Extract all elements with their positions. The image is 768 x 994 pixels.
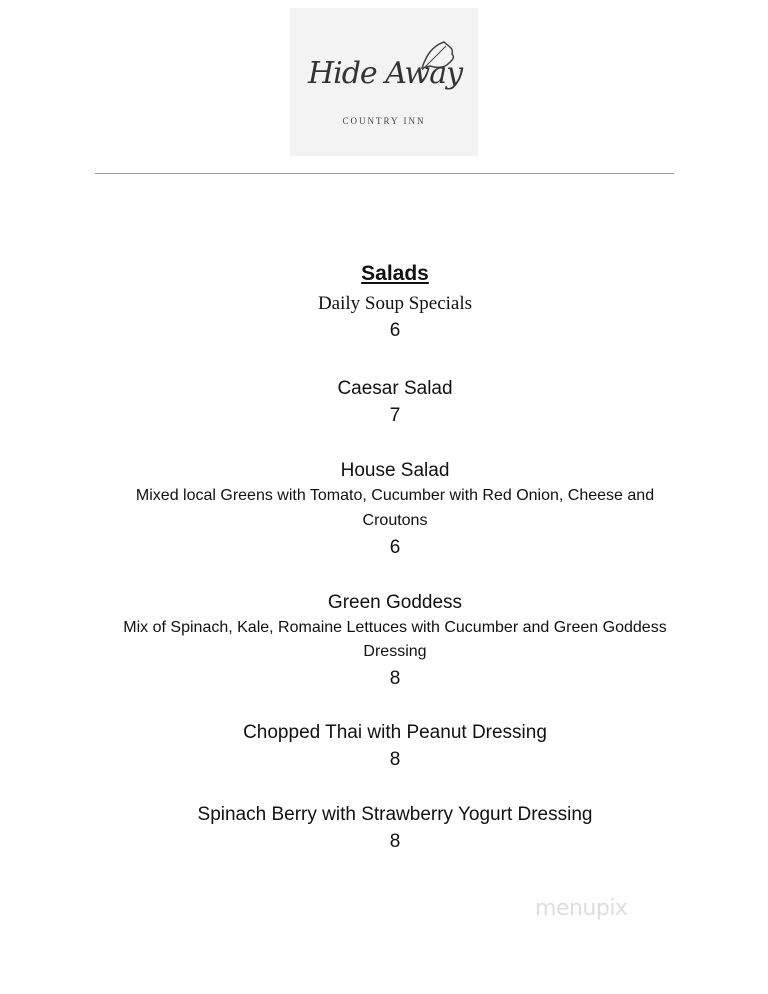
item-name: House Salad [340,460,450,481]
item-price: 8 [389,831,401,852]
section-title: Salads [361,262,429,285]
item-desc: Mixed local Greens with Tomato, Cucumber with Red Onion, Cheese and [135,487,655,504]
item-name: Green Goddess [327,592,463,613]
item-price: 6 [389,320,401,341]
logo-wordmark: Hide Away [307,56,463,91]
item-name: Caesar Salad [337,378,453,399]
item-price: 7 [389,405,401,426]
item-price: 6 [389,537,401,558]
item-price: 8 [389,668,401,689]
item-price: 8 [389,749,401,770]
logo [290,8,478,156]
divider [95,173,674,174]
item-name: Spinach Berry with Strawberry Yogurt Dressing [197,804,593,825]
watermark: menupix [535,896,628,921]
item-desc: Croutons [362,512,428,529]
item-name: Chopped Thai with Peanut Dressing [243,722,547,743]
item-desc: Mix of Spinach, Kale, Romaine Lettuces with Cucumber and Green Goddess [123,619,667,636]
item-name: Daily Soup Specials [317,293,473,314]
item-desc: Dressing [363,643,427,660]
logo-subtitle: COUNTRY INN [342,116,426,126]
